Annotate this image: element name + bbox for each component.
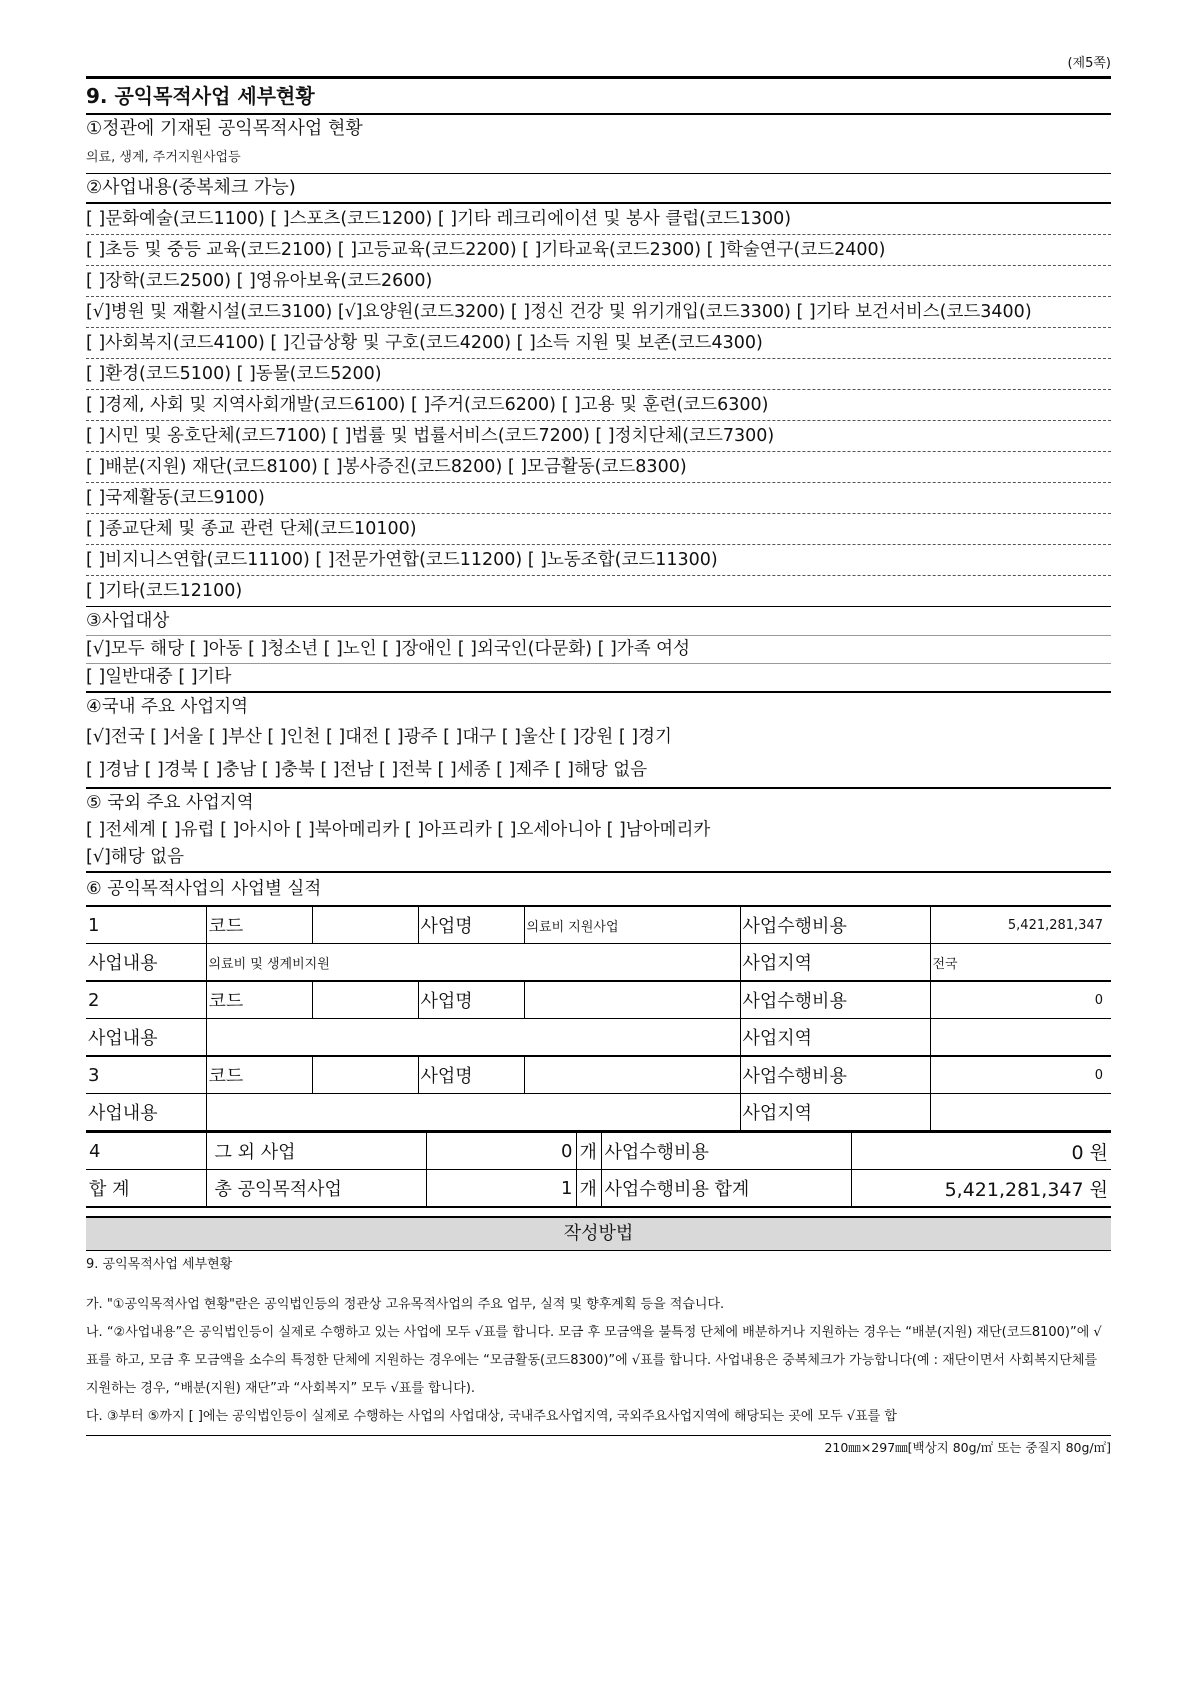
sec4-heading: ④국내 주요 사업지역: [86, 691, 1111, 721]
item-3-detail-row: [86, 1094, 1111, 1131]
region-label: 사업지역: [740, 1094, 930, 1131]
item-2-content: [206, 1019, 740, 1057]
sec2-row-9: [ ]배분(지원) 재단(코드8100) [ ]봉사증진(코드8200) [ ]모금활동(코드8300): [86, 452, 1111, 483]
other-cost-label: 사업수행비용: [601, 1132, 851, 1170]
cost-label: 사업수행비용: [740, 1056, 930, 1094]
total-cost-label: 사업수행비용 합계: [601, 1170, 851, 1208]
sec2-row-10: [ ]국제활동(코드9100): [86, 483, 1111, 514]
item-3-code: [312, 1056, 418, 1094]
item-1-row: [86, 906, 1111, 944]
item-1-region: 전국: [930, 944, 1111, 982]
item-3-no: 3: [86, 1056, 206, 1094]
code-label: 코드: [206, 906, 312, 944]
total-row: [86, 1170, 1111, 1208]
method-para-b: 나. “②사업내용”은 공익법인등이 실제로 수행하고 있는 사업에 모두 √표를 합니다. 모금 후 모금액을 불특정 단체에 배분하거나 지원하는 경우는 “배분(지원) 재단(코드8100)”에 √표를 하고, 모금 후 모금액을 소수의 특정한 단체에 지원하는 경우에는 “모금활동(코드8300)”에 √표를 합니다. 사업내용은 중복체크가 가능합니다(예 : 재단이면서 사회복지단체를 지원하는 경우, “배분(지원) 재단”과 “사회복지” 모두 √표를 합니다).: [86, 1325, 1102, 1396]
sec1-heading: ①정관에 기재된 공익목적사업 현황: [86, 118, 363, 139]
other-unit: 개: [576, 1132, 601, 1170]
sec5-row-2: [√]해당 없음: [86, 847, 184, 867]
total-cost: 5,421,281,347 원: [851, 1170, 1111, 1208]
item-1-no: 1: [86, 906, 206, 944]
sec1-value: 의료, 생계, 주거지원사업등: [86, 143, 1111, 174]
other-count: 0: [426, 1132, 576, 1170]
method-para-c: 다. ③부터 ⑤까지 [ ]에는 공익법인등이 실제로 수행하는 사업의 사업대상, 국내주요사업지역, 국외주요사업지역에 해당되는 곳에 모두 √표를 합: [86, 1409, 897, 1424]
item-1-code: [312, 906, 418, 944]
item-2-cost: 0: [930, 981, 1111, 1019]
item-1-name: 의료비 지원사업: [524, 906, 740, 944]
sec2-row-13: [ ]기타(코드12100): [86, 576, 1111, 607]
sec2-row-2: [ ]초등 및 중등 교육(코드2100) [ ]고등교육(코드2200) [ ]기타교육(코드2300) [ ]학술연구(코드2400): [86, 235, 1111, 266]
item-2-region: [930, 1019, 1111, 1057]
performance-table: [86, 905, 1111, 1131]
name-label: 사업명: [418, 906, 524, 944]
name-label: 사업명: [418, 1056, 524, 1094]
sec4-row-2: [ ]경남 [ ]경북 [ ]충남 [ ]충북 [ ]전남 [ ]전북 [ ]세종 [ ]제주 [ ]해당 없음: [86, 760, 648, 780]
page-label: (제5쪽): [1067, 56, 1111, 71]
sec2-row-8: [ ]시민 및 옹호단체(코드7100) [ ]법률 및 법률서비스(코드7200) [ ]정치단체(코드7300): [86, 421, 1111, 452]
content-label: 사업내용: [86, 1094, 206, 1131]
total-unit: 개: [576, 1170, 601, 1208]
item-2-name: [524, 981, 740, 1019]
item-2-detail-row: [86, 1019, 1111, 1057]
sec2-row-6: [ ]환경(코드5100) [ ]동물(코드5200): [86, 359, 1111, 390]
item-2-row: [86, 981, 1111, 1019]
item-2-code: [312, 981, 418, 1019]
sec2-row-12: [ ]비지니스연합(코드11100) [ ]전문가연합(코드11200) [ ]노동조합(코드11300): [86, 545, 1111, 576]
content-label: 사업내용: [86, 944, 206, 982]
form-page: [86, 52, 1111, 1460]
code-label: 코드: [206, 1056, 312, 1094]
region-label: 사업지역: [740, 944, 930, 982]
sec2-row-5: [ ]사회복지(코드4100) [ ]긴급상황 및 구호(코드4200) [ ]소득 지원 및 보존(코드4300): [86, 328, 1111, 359]
item-3-name: [524, 1056, 740, 1094]
section-title: 9. 공익목적사업 세부현황: [86, 76, 1111, 115]
sec3-heading: ③사업대상: [86, 611, 170, 631]
item-1-content: 의료비 및 생계비지원: [206, 944, 740, 982]
summary-table: [86, 1131, 1111, 1208]
item-3-cost: 0: [930, 1056, 1111, 1094]
sec4-row-1: [√]전국 [ ]서울 [ ]부산 [ ]인천 [ ]대전 [ ]광주 [ ]대구 [ ]울산 [ ]강원 [ ]경기: [86, 727, 672, 747]
paper-spec: 210㎜×297㎜[백상지 80g/㎡ 또는 중질지 80g/㎡]: [86, 1435, 1111, 1460]
method-title: 9. 공익목적사업 세부현황: [86, 1257, 233, 1272]
sec5-row-1: [ ]전세계 [ ]유럽 [ ]아시아 [ ]북아메리카 [ ]아프리카 [ ]오세아니아 [ ]남아메리카: [86, 820, 711, 840]
other-no: 4: [86, 1132, 206, 1170]
item-3-region: [930, 1094, 1111, 1131]
total-no: 합 계: [86, 1170, 206, 1208]
method-para-a: 가. "①공익목적사업 현황"란은 공익법인등의 정관상 고유목적사업의 주요 업무, 실적 및 향후계획 등을 적습니다.: [86, 1297, 725, 1312]
item-3-content: [206, 1094, 740, 1131]
sec2-row-7: [ ]경제, 사회 및 지역사회개발(코드6100) [ ]주거(코드6200) [ ]고용 및 훈련(코드6300): [86, 390, 1111, 421]
total-label: 총 공익목적사업: [206, 1170, 426, 1208]
sec2-heading: ②사업내용(중복체크 가능): [86, 174, 1111, 204]
code-label: 코드: [206, 981, 312, 1019]
method-heading: 작성방법: [86, 1216, 1111, 1251]
item-2-no: 2: [86, 981, 206, 1019]
total-count: 1: [426, 1170, 576, 1208]
sec3-row-2: [ ]일반대중 [ ]기타: [86, 663, 1111, 691]
content-label: 사업내용: [86, 1019, 206, 1057]
other-cost: 0 원: [851, 1132, 1111, 1170]
cost-label: 사업수행비용: [740, 906, 930, 944]
name-label: 사업명: [418, 981, 524, 1019]
sec3-row-1: [√]모두 해당 [ ]아동 [ ]청소년 [ ]노인 [ ]장애인 [ ]외국인(다문화) [ ]가족 여성: [86, 635, 1111, 663]
sec5-heading: ⑤ 국외 주요 사업지역: [86, 787, 1111, 817]
sec2-row-4: [√]병원 및 재활시설(코드3100) [√]요양원(코드3200) [ ]정신 건강 및 위기개입(코드3300) [ ]기타 보건서비스(코드3400): [86, 297, 1111, 328]
cost-label: 사업수행비용: [740, 981, 930, 1019]
sec6-heading: ⑥ 공익목적사업의 사업별 실적: [86, 871, 1111, 905]
item-1-cost: 5,421,281,347: [930, 906, 1111, 944]
sec2-row-1: [ ]문화예술(코드1100) [ ]스포츠(코드1200) [ ]기타 레크리에이션 및 봉사 클럽(코드1300): [86, 204, 1111, 235]
sec2-row-3: [ ]장학(코드2500) [ ]영유아보육(코드2600): [86, 266, 1111, 297]
item-3-row: [86, 1056, 1111, 1094]
item-1-detail-row: [86, 944, 1111, 982]
sec2-row-11: [ ]종교단체 및 종교 관련 단체(코드10100): [86, 514, 1111, 545]
other-row: [86, 1132, 1111, 1170]
other-label: 그 외 사업: [206, 1132, 426, 1170]
region-label: 사업지역: [740, 1019, 930, 1057]
